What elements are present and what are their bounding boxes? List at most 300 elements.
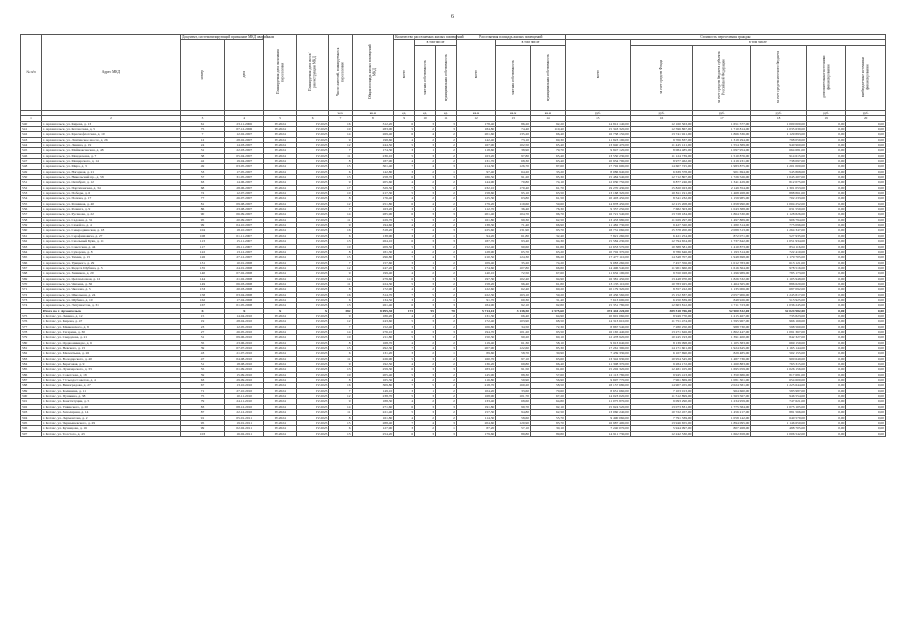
table-cell: 197,30 xyxy=(456,276,495,281)
table-cell: 69,80 xyxy=(496,362,531,367)
table-cell: 4 xyxy=(394,271,415,276)
table-cell: г. Архангельск, ул. Попова, д. 17 xyxy=(41,196,180,201)
table-cell: г. Котлас, ул. Советская, д. 18 xyxy=(41,372,180,377)
table-cell: 613 121,00 xyxy=(751,260,807,265)
unit-cell: руб. xyxy=(630,110,693,115)
table-cell: 179,60 xyxy=(456,431,495,436)
column-number-cell: 10 xyxy=(415,116,436,121)
table-cell: 15 202 320,00 xyxy=(565,367,630,372)
table-cell: 279,60 xyxy=(352,276,394,281)
table-cell: 35 xyxy=(180,340,224,345)
table-cell: 12 653 570,00 xyxy=(565,244,630,249)
table-cell: 61,80 xyxy=(531,244,566,249)
table-cell: 149 xyxy=(180,281,224,286)
unit-cell: кв.м xyxy=(531,110,566,115)
table-cell: 01.11.2007 xyxy=(225,233,264,238)
table-cell: 2 xyxy=(435,260,456,265)
table-cell: 181,30 xyxy=(352,249,394,254)
table-cell: 2 057 906,00 xyxy=(693,292,751,297)
table-cell: 0,00 xyxy=(806,346,845,351)
table-cell: 0,00 xyxy=(806,404,845,409)
table-cell: IV.2025 xyxy=(296,159,328,164)
table-cell: 12 712 807,00 xyxy=(630,175,693,180)
table-cell: 94,30 xyxy=(531,239,566,244)
table-cell: IV.2024 xyxy=(264,228,296,233)
table-cell: 10 xyxy=(329,191,352,196)
table-cell: 0,00 xyxy=(846,142,886,147)
table-cell: 2 xyxy=(435,159,456,164)
table-cell: 97,10 xyxy=(496,356,531,361)
table-cell: 18 731 060,00 xyxy=(565,228,630,233)
table-cell: 13 550 230,00 xyxy=(565,153,630,158)
table-cell: 2 xyxy=(435,415,456,420)
table-cell: 09.08.2007 xyxy=(225,201,264,206)
table-cell: 87 xyxy=(180,410,224,415)
header-area-private: частная собственность xyxy=(496,45,531,110)
table-cell: 63,80 xyxy=(496,196,531,201)
table-cell: 2 xyxy=(435,324,456,329)
table-cell: 0,00 xyxy=(806,212,845,217)
table-cell: 10 811 191,00 xyxy=(630,191,693,196)
table-cell: 0,00 xyxy=(806,308,845,313)
table-cell: 0,00 xyxy=(806,191,845,196)
table-cell: 0,00 xyxy=(806,201,845,206)
table-cell: 183,10 xyxy=(456,367,495,372)
table-cell: 57,10 xyxy=(496,426,531,431)
table-cell: 8 084 485,00 xyxy=(630,148,693,153)
table-cell: 96,70 xyxy=(531,212,566,217)
table-cell: 10 403 450,00 xyxy=(565,196,630,201)
table-cell: 72,30 xyxy=(531,324,566,329)
table-cell: 7 xyxy=(394,164,415,169)
table-cell: 842 327,00 xyxy=(751,335,807,340)
table-cell: 6 xyxy=(394,212,415,217)
table-cell: 179,20 xyxy=(456,201,495,206)
table-cell: 569 xyxy=(21,276,42,281)
table-cell: 3 xyxy=(415,244,436,249)
table-cell: IV.2024 xyxy=(264,121,296,126)
table-cell: 205,60 xyxy=(352,180,394,185)
table-cell: 2 xyxy=(435,196,456,201)
table-cell: IV.2025 xyxy=(296,415,328,420)
table-cell: г. Котлас, ул. Луначарского, д. 33 xyxy=(41,367,180,372)
table-cell: IV.2025 xyxy=(296,404,328,409)
unit-cell: ед. xyxy=(415,110,436,115)
table-cell: 118,60 xyxy=(456,148,495,153)
table-cell: 14 907 455,00 xyxy=(630,383,693,388)
table-cell: 589 xyxy=(21,388,42,393)
table-cell: 244,50 xyxy=(352,142,394,147)
table-cell: 4 xyxy=(415,164,436,169)
table-cell: 6 xyxy=(329,169,352,174)
table-cell: 2 xyxy=(415,297,436,302)
table-cell: 2 xyxy=(435,356,456,361)
table-cell: 5 xyxy=(394,372,415,377)
table-cell: 170,40 xyxy=(496,185,531,190)
table-cell: 0,00 xyxy=(846,196,886,201)
table-cell: 0,00 xyxy=(846,303,886,308)
table-cell: 66,40 xyxy=(496,313,531,318)
table-cell: 131 xyxy=(180,260,224,265)
table-cell: 0,00 xyxy=(846,340,886,345)
table-cell: г. Архангельск, ул. Урицкого, д. 29 xyxy=(41,260,180,265)
table-cell: 194,60 xyxy=(352,223,394,228)
table-cell: 6 xyxy=(394,239,415,244)
table-cell: 88,30 xyxy=(496,372,531,377)
table-cell: 75 xyxy=(180,126,224,131)
table-cell: IV.2025 xyxy=(296,399,328,404)
table-cell: 23.11.2006 xyxy=(225,121,264,126)
table-cell: 702 233,00 xyxy=(751,196,807,201)
table-cell: 2 xyxy=(435,265,456,270)
table-cell: 7 xyxy=(394,292,415,297)
table-cell: 122,60 xyxy=(456,287,495,292)
table-cell: IV.2025 xyxy=(296,132,328,137)
table-cell: 64,80 xyxy=(531,399,566,404)
table-cell: IV.2025 xyxy=(296,313,328,318)
table-cell: IV.2025 xyxy=(296,201,328,206)
table-cell: 0,00 xyxy=(806,121,845,126)
table-cell: 184,90 xyxy=(456,303,495,308)
table-cell: 0,00 xyxy=(846,415,886,420)
table-cell: 763 315,00 xyxy=(751,362,807,367)
table-cell: 1 487 736,00 xyxy=(693,356,751,361)
table-cell: 2 xyxy=(435,207,456,212)
table-cell: IV.2024 xyxy=(264,175,296,180)
table-cell: 13 xyxy=(329,175,352,180)
table-cell: 15 584 230,00 xyxy=(565,239,630,244)
table-cell: 89,80 xyxy=(531,431,566,436)
table-cell: 108 xyxy=(180,233,224,238)
table-cell: г. Котлас, ул. Конституции, д. 5 xyxy=(41,399,180,404)
table-cell: 18.10.2007 xyxy=(225,228,264,233)
table-cell: IV.2025 xyxy=(296,319,328,324)
table-cell: 140 xyxy=(180,271,224,276)
table-cell: 5 xyxy=(394,281,415,286)
header-cost-over: внебюджетные источники финансирования xyxy=(846,45,886,110)
table-cell: 3 xyxy=(415,372,436,377)
table-cell: 188,30 xyxy=(352,399,394,404)
header-area-municipal: муниципальная собственность xyxy=(531,45,566,110)
table-cell: 01.09.2010 xyxy=(225,367,264,372)
table-cell: 24.11.2010 xyxy=(225,399,264,404)
table-cell: 92,80 xyxy=(531,303,566,308)
table-cell: 18 157 680,00 xyxy=(565,383,630,388)
table-cell: 144 xyxy=(180,276,224,281)
table-cell: IV.2025 xyxy=(296,148,328,153)
table-cell: 28.06.2007 xyxy=(225,185,264,190)
table-cell: 152,40 xyxy=(352,324,394,329)
table-cell: 3 xyxy=(394,148,415,153)
table-cell: IV.2024 xyxy=(264,319,296,324)
table-cell: 9 xyxy=(329,313,352,318)
table-cell: 0,00 xyxy=(846,228,886,233)
table-cell: 4 xyxy=(394,378,415,383)
table-cell: 7 821 260,00 xyxy=(565,233,630,238)
table-cell: 687 092,00 xyxy=(751,287,807,292)
table-cell: 0,00 xyxy=(806,394,845,399)
table-cell: 554 xyxy=(21,196,42,201)
table-cell: 1 219 231,00 xyxy=(693,159,751,164)
table-cell: 70,80 xyxy=(496,180,531,185)
table-cell: 6 639 378,00 xyxy=(630,169,693,174)
table-cell: 288,40 xyxy=(352,420,394,425)
table-cell: 26.07.2007 xyxy=(225,196,264,201)
table-cell: 259,30 xyxy=(352,367,394,372)
table-cell: 12.07.2007 xyxy=(225,191,264,196)
table-cell: 0,00 xyxy=(806,388,845,393)
table-cell: г. Котлас, ул. 7 Съезда Советов, д. 4 xyxy=(41,378,180,383)
table-cell: 87,60 xyxy=(531,164,566,169)
table-cell: IV.2025 xyxy=(296,265,328,270)
table-cell: 133,40 xyxy=(456,399,495,404)
table-cell: 0,00 xyxy=(846,399,886,404)
table-cell: 4 xyxy=(394,287,415,292)
table-cell: 1 245 817,00 xyxy=(751,292,807,297)
table-cell: 14 xyxy=(329,404,352,409)
table-cell: 296,80 xyxy=(352,255,394,260)
table-cell: 1 045 207,00 xyxy=(751,175,807,180)
table-cell: 4 xyxy=(415,201,436,206)
table-cell: 33,60 xyxy=(496,388,531,393)
table-cell: IV.2025 xyxy=(296,276,328,281)
table-cell: 13 073 831,00 xyxy=(630,404,693,409)
table-cell: 0,00 xyxy=(806,426,845,431)
table-cell: 513 925,00 xyxy=(751,297,807,302)
table-cell: 160,20 xyxy=(496,383,531,388)
table-cell: 1 350 686,00 xyxy=(693,372,751,377)
table-cell: IV.2025 xyxy=(296,394,328,399)
table-cell: 0,00 xyxy=(846,383,886,388)
table-cell: 1 129 893,00 xyxy=(751,132,807,137)
table-cell: 0,00 xyxy=(846,217,886,222)
table-cell: 198,60 xyxy=(352,137,394,142)
table-cell: IV.2025 xyxy=(296,297,328,302)
table-cell: 547 xyxy=(21,159,42,164)
table-cell: IV.2024 xyxy=(264,233,296,238)
table-cell: 1 864 530,00 xyxy=(693,212,751,217)
table-cell: г. Котлас, ул. Заполярная, д. 14 xyxy=(41,410,180,415)
table-cell: 3 xyxy=(435,346,456,351)
table-cell: 14.06.2007 xyxy=(225,180,264,185)
table-cell: 0,00 xyxy=(846,346,886,351)
table-cell: IV.2024 xyxy=(264,313,296,318)
table-cell: IV.2024 xyxy=(264,362,296,367)
table-cell: 568 xyxy=(21,271,42,276)
table-cell: 247,20 xyxy=(352,265,394,270)
table-cell: IV.2024 xyxy=(264,180,296,185)
table-cell: 49 xyxy=(180,164,224,169)
table-cell: IV.2024 xyxy=(264,330,296,335)
table-cell: 1 802 447,00 xyxy=(693,330,751,335)
table-cell: 545 868,00 xyxy=(751,169,807,174)
table-cell: 2 xyxy=(415,196,436,201)
table-cell: 0,00 xyxy=(846,185,886,190)
table-cell: 5 xyxy=(394,265,415,270)
table-cell: IV.2024 xyxy=(264,415,296,420)
table-cell: 5 xyxy=(394,217,415,222)
table-cell: 0,00 xyxy=(846,132,886,137)
table-cell: г. Архангельск, ул. Северодвинская, д. 18 xyxy=(41,228,180,233)
table-cell: 593 xyxy=(21,410,42,415)
table-cell: 14 496 540,00 xyxy=(565,265,630,270)
table-cell: 0,00 xyxy=(806,292,845,297)
table-cell: 10 xyxy=(329,372,352,377)
table-cell: 2 xyxy=(415,340,436,345)
table-cell: 2 xyxy=(435,132,456,137)
table-cell: 96,40 xyxy=(496,281,531,286)
table-cell: 2 xyxy=(435,383,456,388)
table-cell: 7 682 303,00 xyxy=(630,207,693,212)
table-cell: 0,00 xyxy=(846,372,886,377)
table-cell: 211,80 xyxy=(352,335,394,340)
table-cell: IV.2024 xyxy=(264,372,296,377)
table-cell: 62,50 xyxy=(531,410,566,415)
table-cell: 0,00 xyxy=(846,367,886,372)
table-cell: г. Архангельск, ул. Энтузиастов, д. 31 xyxy=(41,303,180,308)
table-cell: 1 128 826,00 xyxy=(751,212,807,217)
table-cell: 4 xyxy=(415,255,436,260)
table-cell: 1 983 875,00 xyxy=(693,164,751,169)
table-cell: 3 xyxy=(415,410,436,415)
table-cell: IV.2024 xyxy=(264,217,296,222)
table-cell: г. Котлас, ул. Мелентьева, д. 26 xyxy=(41,351,180,356)
table-cell: 8 xyxy=(329,159,352,164)
table-cell: 2 xyxy=(435,244,456,249)
table-cell: 52 900 532,00 xyxy=(693,308,751,313)
table-cell: 564 xyxy=(21,249,42,254)
table-cell: г. Архангельск, ул. Кирова, д. 13 xyxy=(41,121,180,126)
table-cell: 9 xyxy=(329,271,352,276)
table-cell: 1 xyxy=(415,388,436,393)
table-cell: 3 xyxy=(435,330,456,335)
table-cell: 199,40 xyxy=(352,271,394,276)
table-cell: IV.2024 xyxy=(264,426,296,431)
table-cell: 829 485,00 xyxy=(693,351,751,356)
table-cell: 0,00 xyxy=(846,159,886,164)
table-cell: 3 xyxy=(435,228,456,233)
table-cell: 13 271 626,00 xyxy=(630,330,693,335)
table-cell: 1 012 783,00 xyxy=(693,260,751,265)
table-cell: 0,00 xyxy=(806,378,845,383)
table-cell: 24 xyxy=(180,142,224,147)
table-cell: 3 xyxy=(415,394,436,399)
table-cell: 269,40 xyxy=(352,132,394,137)
header-doc-number: номер xyxy=(180,40,224,110)
table-cell: 541 xyxy=(21,126,42,131)
table-cell: 1 658 990,00 xyxy=(693,201,751,206)
table-cell: 4 xyxy=(394,137,415,142)
header-rooms-municipal: муниципальная собственность xyxy=(435,45,456,110)
table-cell: 0,00 xyxy=(806,180,845,185)
table-cell: 43 xyxy=(180,351,224,356)
column-number-cell: 15 xyxy=(565,116,630,121)
table-cell: 18.08.2010 xyxy=(225,362,264,367)
table-cell: 0,00 xyxy=(806,383,845,388)
table-cell: IV.2025 xyxy=(296,126,328,131)
table-cell: 3 xyxy=(435,367,456,372)
table-cell: 2 xyxy=(415,159,436,164)
table-cell: 110,40 xyxy=(531,126,566,131)
table-cell: 5 xyxy=(394,142,415,147)
table-cell: 1 075 105,00 xyxy=(751,404,807,409)
table-cell: 3 xyxy=(394,207,415,212)
table-cell: 8 095,30 xyxy=(352,308,394,313)
table-cell: 10 xyxy=(329,244,352,249)
table-cell: 11 124 739,00 xyxy=(630,153,693,158)
table-cell: IV.2025 xyxy=(296,271,328,276)
table-cell: 559 xyxy=(21,223,42,228)
unit-cell: кв.м xyxy=(496,110,531,115)
table-cell: 104,20 xyxy=(456,388,495,393)
table-cell: 112,70 xyxy=(456,207,495,212)
table-cell: 2 xyxy=(435,378,456,383)
table-cell: 163,10 xyxy=(496,292,531,297)
table-cell: 0,00 xyxy=(846,362,886,367)
table-cell: 0,00 xyxy=(846,201,886,206)
table-cell: г. Котлас, ул. Чернышевского, д. 29 xyxy=(41,420,180,425)
table-cell: 1 225 644,00 xyxy=(751,383,807,388)
table-cell: 10 388 581,00 xyxy=(630,244,693,249)
table-cell: 382 xyxy=(329,308,352,313)
table-cell: IV.2024 xyxy=(264,287,296,292)
table-cell: IV.2025 xyxy=(296,287,328,292)
table-cell: 95,30 xyxy=(531,175,566,180)
table-cell: 11 482 730,00 xyxy=(565,223,630,228)
table-cell: 165,30 xyxy=(352,378,394,383)
table-cell: 86,20 xyxy=(496,121,531,126)
column-number-cell: 20 xyxy=(846,116,886,121)
table-cell: IV.2025 xyxy=(296,121,328,126)
table-cell: 1 318 294,00 xyxy=(693,137,751,142)
table-cell: 65,40 xyxy=(531,153,566,158)
table-cell: IV.2025 xyxy=(296,153,328,158)
table-cell: 99,30 xyxy=(496,217,531,222)
table-cell: 8 xyxy=(329,287,352,292)
table-cell: 91,20 xyxy=(496,175,531,180)
table-cell: 5 xyxy=(394,319,415,324)
table-cell: 191,80 xyxy=(456,404,495,409)
table-cell: 13 168 320,00 xyxy=(565,191,630,196)
table-cell: 12 481 105,00 xyxy=(630,367,693,372)
table-cell: 7 xyxy=(394,228,415,233)
table-cell: 4 xyxy=(415,346,436,351)
table-cell: 1 497 889,00 xyxy=(693,217,751,222)
table-cell: 7 613 690,00 xyxy=(565,297,630,302)
table-cell: 69,30 xyxy=(531,137,566,142)
table-cell: г. Архангельск, ул. Чкалова, д. 5 xyxy=(41,287,180,292)
table-cell: 68,60 xyxy=(496,399,531,404)
table-cell: 104 xyxy=(180,228,224,233)
table-cell: 7 xyxy=(394,420,415,425)
table-cell: 0,00 xyxy=(846,308,886,313)
table-cell: 2 xyxy=(435,180,456,185)
table-cell: 67 xyxy=(180,383,224,388)
table-cell: 161,80 xyxy=(456,217,495,222)
table-cell: 14 812 140,00 xyxy=(565,121,630,126)
table-cell: IV.2024 xyxy=(264,265,296,270)
table-cell: 15 924 520,00 xyxy=(565,404,630,409)
table-cell: 8 786 646,00 xyxy=(630,249,693,254)
table-cell: 318,20 xyxy=(352,228,394,233)
table-cell: 0,00 xyxy=(806,340,845,345)
table-cell: 95 xyxy=(180,420,224,425)
table-cell: IV.2024 xyxy=(264,351,296,356)
table-cell: 640 579,00 xyxy=(751,415,807,420)
table-cell: 551 xyxy=(21,180,42,185)
table-cell: 153 xyxy=(180,287,224,292)
table-cell: 7 280 250,00 xyxy=(630,324,693,329)
